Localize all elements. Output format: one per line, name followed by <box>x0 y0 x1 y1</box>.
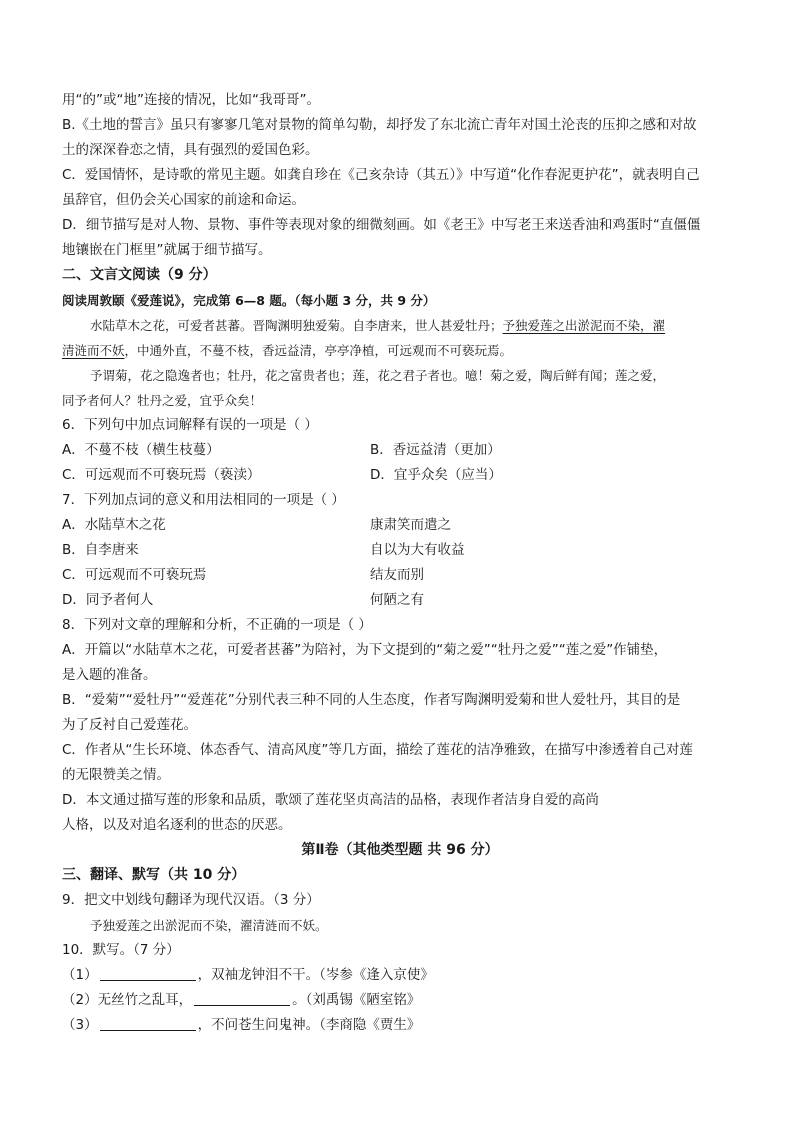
section-3-title: 三、翻译、默写（共 10 分） <box>62 867 246 883</box>
question-7-stem: 7．下列加点词的意义和用法相同的一项是（ ） <box>62 492 345 508</box>
section-2-title: 二、文言文阅读（9 分） <box>62 267 217 283</box>
question-9-stem: 9．把文中划线句翻译为现代汉语。（3 分） <box>62 892 320 908</box>
q7-row-b <box>62 538 738 563</box>
option-c-line2: 虽辞官，但仍会关心国家的前途和命运。 <box>62 192 305 208</box>
fill-before: 无丝竹之乱耳， <box>97 992 193 1008</box>
q7-option-right: 何陋之有 <box>370 592 424 608</box>
option-b-line1: B.《土地的誓言》虽只有寥寥几笔对景物的简单勾勒，却抒发了东北流亡青年对国土沦丧的压抑之感和对故 <box>62 117 697 133</box>
q8-option-b-line2: 为了反衬自己爱莲花。 <box>62 717 197 733</box>
q7-row-c <box>62 563 738 588</box>
q6-option-b: B．香远益清（更加） <box>370 442 501 458</box>
passage-text: 水陆草木之花，可爱者甚蕃。晋陶渊明独爱菊。自李唐来，世人甚爱牡丹； <box>90 318 503 333</box>
q7-option-left: D．同予者何人 <box>62 592 154 608</box>
answer-blank[interactable] <box>194 991 290 1006</box>
question-6-row2 <box>62 463 738 488</box>
q7-option-left: A．水陆草木之花 <box>62 517 166 533</box>
fill-blank-2 <box>62 988 738 1013</box>
q7-row-d <box>62 588 738 613</box>
option-a-continuation: 用“的”或“地”连接的情况，比如“我哥哥”。 <box>62 92 320 108</box>
q7-option-left: B．自李唐来 <box>62 542 139 558</box>
q6-option-c: C．可远观而不可亵玩焉（亵渎） <box>62 467 261 483</box>
q7-option-right: 自以为大有收益 <box>370 542 465 558</box>
exam-page <box>62 88 738 1038</box>
fill-number: （2） <box>62 992 98 1008</box>
fill-after: 。（刘禹锡《陋室铭》 <box>292 992 421 1008</box>
fill-blank-3 <box>62 1013 738 1038</box>
q8-option-b-line1: B．“爱菊”“爱牡丹”“爱莲花”分别代表三种不同的人生态度，作者写陶渊明爱菊和世人爱牡丹，其目的是 <box>62 692 681 708</box>
question-6-row1 <box>62 438 738 463</box>
question-8-stem: 8．下列对文章的理解和分析，不正确的一项是（ ） <box>62 617 372 633</box>
q7-option-right: 结友而别 <box>370 567 424 583</box>
answer-blank[interactable] <box>100 966 196 981</box>
passage-p2-line2: 同予者何人？牡丹之爱，宜乎众矣！ <box>62 393 263 408</box>
reading-instruction: 阅读周敦颐《爱莲说》，完成第 6—8 题。（每小题 3 分，共 9 分） <box>62 293 436 308</box>
question-9-text: 予独爱莲之出淤泥而不染，濯清涟而不妖。 <box>90 918 328 933</box>
fill-after: ，双袖龙钟泪不干。（岑参《逢入京使》 <box>197 967 434 983</box>
fill-after: ，不问苍生问鬼神。（李商隐《贾生》 <box>197 1017 421 1033</box>
option-c-line1: C．爱国情怀，是诗歌的常见主题。如龚自珍在《己亥杂诗（其五）》中写道“化作春泥更护花”，就表明自己 <box>62 167 700 183</box>
volume-2-title: 第Ⅱ卷（其他类型题 共 96 分） <box>301 842 499 858</box>
q8-option-c-line2: 的无限赞美之情。 <box>62 767 170 783</box>
answer-blank[interactable] <box>100 1016 196 1031</box>
q8-option-d-line1: D．本文通过描写莲的形象和品质，歌颂了莲花坚贞高洁的品格，表现作者洁身自爱的高尚 <box>62 792 599 808</box>
fill-number: （3） <box>62 1017 98 1033</box>
q6-option-a: A．不蔓不枝（横生枝蔓） <box>62 442 220 458</box>
option-d-line1: D．细节描写是对人物、景物、事件等表现对象的细微刻画。如《老王》中写老王来送香油和鸡蛋时“直僵僵 <box>62 217 701 233</box>
option-d-line2: 地镶嵌在门框里”就属于细节描写。 <box>62 242 272 258</box>
passage-text: ，中通外直，不蔓不枝，香远益清，亭亭净植，可远观而不可亵玩焉。 <box>124 343 513 358</box>
passage-p2-line1: 予谓菊，花之隐逸者也；牡丹，花之富贵者也；莲，花之君子者也。噫！菊之爱，陶后鲜有闻；莲之爱， <box>90 368 666 383</box>
q8-option-a-line1: A．开篇以“水陆草木之花，可爱者甚蕃”为陪衬，为下文提到的“菊之爱”“牡丹之爱”“莲之爱”作铺垫， <box>62 642 668 658</box>
fill-number: （1） <box>62 967 98 983</box>
underlined-sentence: 予独爱莲之出淤泥而不染，濯 <box>502 318 666 333</box>
q6-option-d: D．宜乎众矣（应当） <box>370 467 502 483</box>
option-b-line2: 土的深深眷恋之情，具有强烈的爱国色彩。 <box>62 142 319 158</box>
q7-row-a <box>62 513 738 538</box>
q8-option-a-line2: 是入题的准备。 <box>62 667 157 683</box>
q8-option-c-line1: C．作者从“生长环境、体态香气、清高风度”等几方面，描绘了莲花的洁净雅致，在描写中渗透着自己对莲 <box>62 742 693 758</box>
fill-blank-1 <box>62 963 738 988</box>
q7-option-left: C．可远观而不可亵玩焉 <box>62 567 207 583</box>
passage-p1-line2 <box>62 338 738 363</box>
q8-option-d-line2: 人格，以及对追名逐利的世态的厌恶。 <box>62 817 292 833</box>
passage-p1-line1 <box>62 313 738 338</box>
question-10-stem: 10．默写。（7 分） <box>62 942 180 958</box>
underlined-sentence-cont: 清涟而不妖 <box>62 343 125 358</box>
q7-option-right: 康肃笑而遣之 <box>370 517 451 533</box>
question-6-stem: 6．下列句中加点词解释有误的一项是（ ） <box>62 417 318 433</box>
